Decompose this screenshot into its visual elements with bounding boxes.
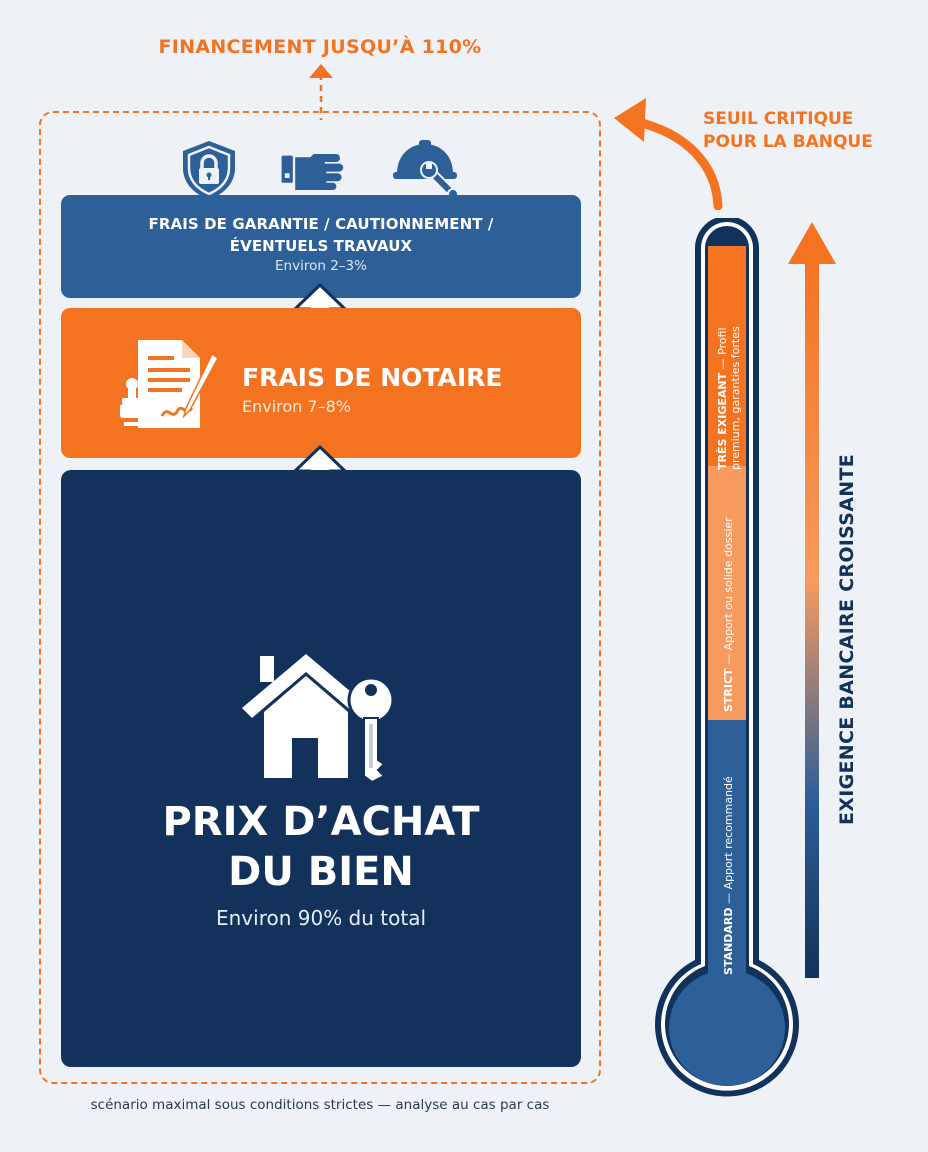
gradient-up-arrow-icon xyxy=(786,220,838,980)
purchase-price-title-line2: DU BIEN xyxy=(228,849,414,895)
level-very-demanding-label xyxy=(716,326,742,470)
footer-note: scénario maximal sous conditions strictes — analyse au cas par cas xyxy=(90,1097,550,1113)
handshake-icon xyxy=(280,138,344,202)
notary-fees-title: FRAIS DE NOTAIRE xyxy=(242,363,503,392)
critical-threshold-line1: SEUIL CRITIQUE xyxy=(703,109,854,129)
bank-requirement-axis-label: EXIGENCE BANCAIRE CROISSANTE xyxy=(836,454,858,825)
notary-fees-value: Environ 7–8% xyxy=(242,397,351,416)
level-standard-desc: — Apport recommandé xyxy=(722,776,735,908)
level-very-demanding-name: TRÈS EXIGEANT xyxy=(716,372,729,470)
purchase-price-title-line1: PRIX D’ACHAT xyxy=(162,799,480,845)
level-very-demanding-desc: — Profil xyxy=(716,327,729,373)
lock-shield-icon xyxy=(177,138,241,202)
purchase-price-value: Environ 90% du total xyxy=(215,906,427,930)
curved-arrow-icon xyxy=(600,92,735,210)
level-strict-desc: — Apport ou solide dossier xyxy=(722,517,735,669)
guarantee-fees-value: Environ 2–3% xyxy=(275,258,367,274)
level-standard-name: STANDARD xyxy=(722,907,735,975)
document-pen-icon xyxy=(120,336,224,432)
critical-threshold-line2: POUR LA BANQUE xyxy=(703,132,873,152)
level-standard-label xyxy=(722,776,735,975)
level-strict-name: STRICT xyxy=(722,668,735,712)
level-very-demanding-desc2: premium, garanties fortes xyxy=(729,326,742,470)
house-key-icon xyxy=(238,648,404,784)
guarantee-fees-title-line1: FRAIS DE GARANTIE / CAUTIONNEMENT / xyxy=(148,215,494,233)
hardhat-wrench-icon xyxy=(391,138,463,202)
level-strict-label xyxy=(722,517,735,712)
financing-title: FINANCEMENT JUSQU’À 110% xyxy=(158,36,482,58)
guarantee-fees-title-line2: ÉVENTUELS TRAVAUX xyxy=(229,237,413,255)
